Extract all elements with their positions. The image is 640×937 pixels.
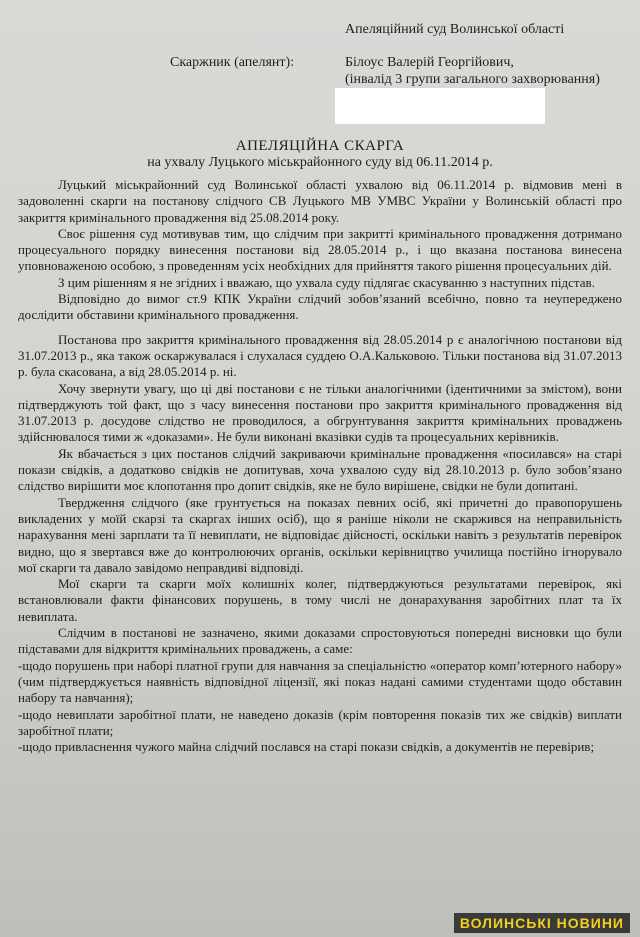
paragraph: Мої скарги та скарги моїх колишніх колег, підтверджуються результатами перевірок, які встановлювали факти фінансових порушень, в тому числі не донарахування заробітних плат та їх невиплата. bbox=[18, 576, 622, 624]
paragraph: Постанова про закриття кримінального провадження від 28.05.2014 р є аналогічною постанови від 31.07.2013 р., яка також оскаржувалася і слухалася суддею О.А.Кальковою. Тільки постанова від 31.07.2013 р. була скасована, а від 28.05.2014 р. ні. bbox=[18, 331, 622, 380]
list-item: -щодо привласнення чужого майна слідчий послався на старі покази свідків, а документів не перевірив; bbox=[18, 739, 595, 755]
appellant-name: Білоус Валерій Георгійович, bbox=[345, 55, 514, 70]
document-body bbox=[18, 177, 622, 755]
list-item: -щодо порушень при наборі платної групи для навчання за спеціальністю «оператор комп’ютерного набору» (чим підтверджується наявність відповідної ліцензії, які показ надані самими студентами щодо обставин набору та навчання); bbox=[18, 657, 622, 706]
document-subtitle: на ухвалу Луцького міськрайонного суду від 06.11.2014 р. bbox=[147, 155, 493, 170]
court-name: Апеляційний суд Волинської області bbox=[345, 22, 565, 37]
paragraph: Відповідно до вимог ст.9 КПК України слідчий зобов’язаний всебічно, повно та неупереджено дослідити обставини кримінального провадження. bbox=[18, 291, 622, 323]
paragraph: Луцький міськрайонний суд Волинської області ухвалою від 06.11.2014 р. відмовив мені в задоволенні скарги на постанову слідчого СВ Луцького МВ УМВС України у Волинській області про закриття кримінального провадження від 25.08.2014 року. bbox=[18, 177, 622, 225]
appellant-note: (інвалід 3 групи загального захворювання) bbox=[345, 72, 600, 87]
paragraph: Хочу звернути увагу, що ці дві постанови є не тільки аналогічними (ідентичними за змістом), вони підтверджують той факт, що з часу винесення постанови про закриття кримінального провадження від 31.07.2013 р. досудове слідство не проводилося, а обгрунтування закриття кримінальних проваджень здійснювалося тими ж «доказами». Не були виконані вказівки судів та процесуальних керівників. bbox=[18, 380, 622, 445]
paragraph: Своє рішення суд мотивував тим, що слідчим при закритті кримінального провадження дотримано процесуального порядку винесення постанови від 28.05.2014 р., і що вказана постанова винесена уповноваженою особою, з проведенням усіх необхідних для прийняття такого рішення процесуальних дій. bbox=[18, 225, 622, 274]
paragraph: Слідчим в постанові не зазначено, якими доказами спростовуються попередні висновки що були підставами для відкриття кримінальних проваджень, а саме: bbox=[18, 625, 622, 657]
paragraph: Твердження слідчого (яке грунтується на показах певних осіб, які причетні до правопорушень викладених у моїй скарзі та скаргах інших осіб), що я раніше ніколи не скаржився на неправильність нарахування мені зарплати та її невиплати, не відповідає дійсності, оскільки навіть з результатів перевірок видно, що я звертався вже до контролюючих органів, оскільки керівництво училища постійно ігнорувало мої скарги та давало завідомо неправдиві відповіді. bbox=[18, 494, 622, 575]
watermark-logo: ВОЛИНСЬКІ НОВИНИ bbox=[454, 913, 630, 933]
appellant-label: Скаржник (апелянт): bbox=[170, 55, 295, 70]
list-item: -щодо невиплати заробітної плати, не наведено доказів (крім повторення показів тих же свідків) виплати заробітної плати; bbox=[18, 706, 622, 738]
document-title: АПЕЛЯЦІЙНА СКАРГА bbox=[235, 138, 405, 154]
redaction-block bbox=[335, 88, 545, 124]
paragraph: З цим рішенням я не згідних і вважаю, що ухвала суду підлягає скасуванню з наступних підстав. bbox=[58, 274, 595, 290]
paragraph: Як вбачається з цих постанов слідчий закриваючи кримінальне провадження «посилався» на старі покази свідків, а додатково свідків не допитував, хоча ухвалою суду від 28.10.2013 р. було зобов’язано слідство вирішити моє клопотання про допит свідків, яке не було вирішене, свідки не були допитані. bbox=[18, 445, 622, 494]
